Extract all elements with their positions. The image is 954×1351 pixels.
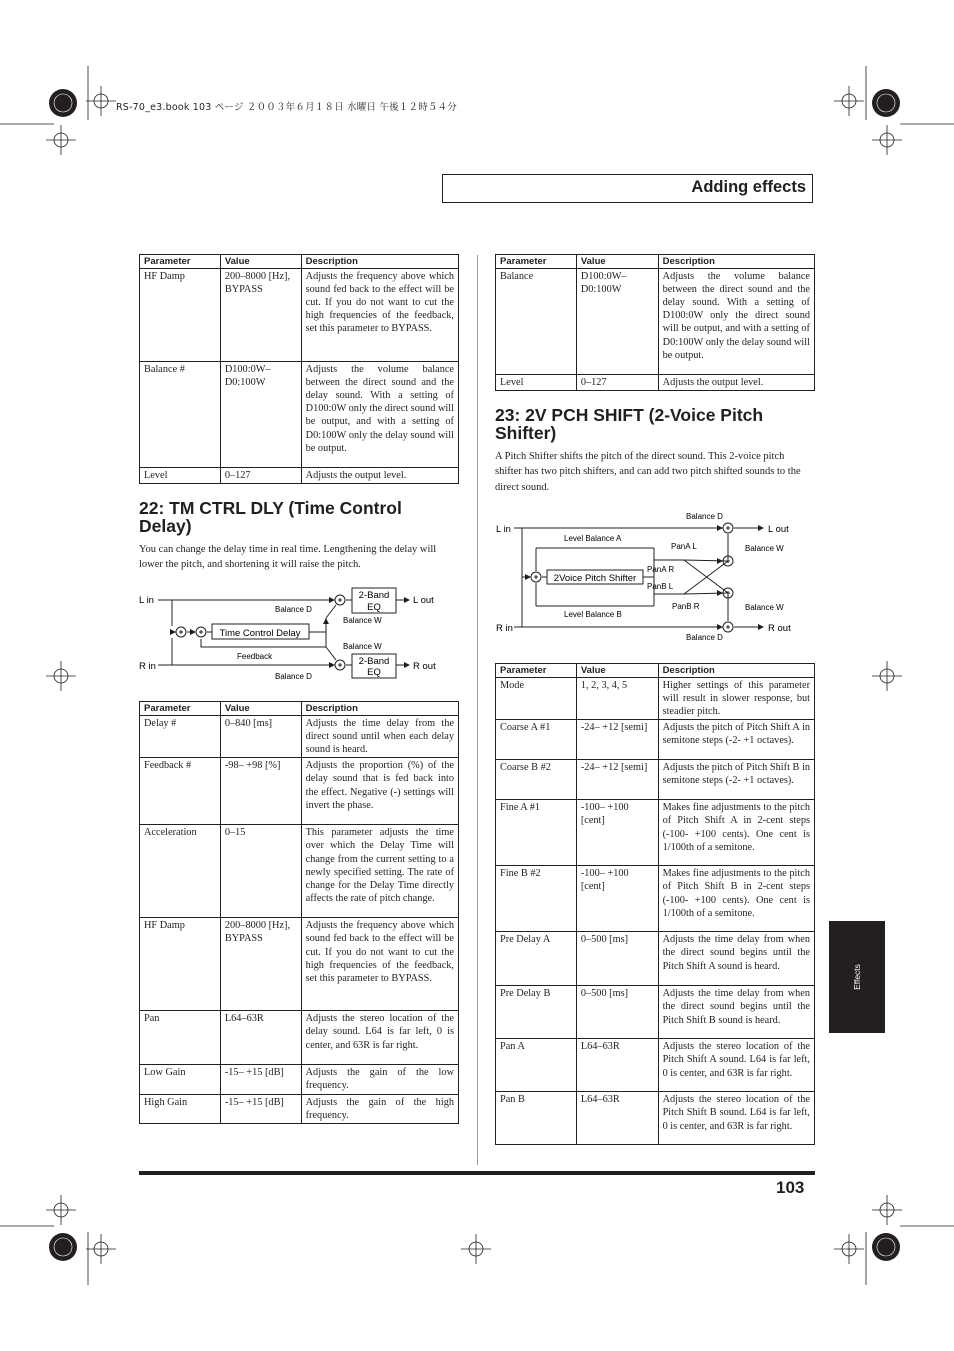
table-top-right: Parameter Value Description Balance D100:0W–D0:100W Adjusts the volume balance between the direct sound and the delay sound. With a setting of D100:0W only the direct sound will be output, and with a setting of D0:100W only the delay sound will be output. Level 0–127 Adjusts the output level. <box>495 254 815 391</box>
diagram23-balance-w-bottom: Balance W <box>745 603 784 612</box>
side-tab-effects <box>829 921 885 1033</box>
page-number: 103 <box>776 1178 805 1197</box>
table-row: Coarse A #1 -24– +12 [semi] Adjusts the pitch of Pitch Shift A in semitone steps (-2- +1 octaves). <box>496 720 815 760</box>
diagram23-r-out: R out <box>768 623 791 634</box>
diagram23-balance-d-top: Balance D <box>686 512 723 521</box>
diagram23-block: 2Voice Pitch Shifter <box>553 573 637 584</box>
col-description: Description <box>301 255 458 269</box>
table-row: Level 0–127 Adjusts the output level. <box>496 375 815 391</box>
table-row: Coarse B #2 -24– +12 [semi] Adjusts the pitch of Pitch Shift B in semitone steps (-2- +1 octaves). <box>496 760 815 800</box>
side-tab-label: Effects <box>852 964 862 990</box>
table-row: Low Gain -15– +15 [dB] Adjusts the gain of the low frequency. <box>140 1065 459 1094</box>
diagram23-pana-l: PanA L <box>671 542 697 551</box>
footer-rule <box>139 1171 815 1175</box>
table-row: Pan L64–63R Adjusts the stereo location of the delay sound. L64 is far left, 0 is center, and 63R is far right. <box>140 1011 459 1065</box>
col-value: Value <box>220 255 301 269</box>
diagram23-r-in: R in <box>496 623 513 634</box>
table-22: Parameter Value Description Delay # 0–840 [ms] Adjusts the time delay from the direct sound until when each delay sound is heard. Feedback # -98– +98 [%] Adjusts the proportion (%) of the delay sound that is fed back into the effect. Negative (-) settings will invert the phase. Acceleration 0–15 This parameter adjusts the time over which the Delay Time will change from the current setting to a newly specified setting. The rate of change for the Delay Time directly affects the rate of pitch change. HF Damp 200–8000 [Hz], BYPASS Adjusts the frequency above which sound fed back to the effect will be cut. If you do not want to cut the high frequencies of the feedback, set this parameter to BYPASS. Pan L64–63R Adjusts the stereo location of the delay sound. L64 is far left, 0 is center, and 63R is far right. Low Gain -15– +15 [dB] Adjusts the gain of the low frequency. High Gain -15– +15 [dB] Adjusts the gain of the high frequency. <box>139 701 459 1124</box>
section-header-box <box>442 174 813 203</box>
table-row: Balance # D100:0W–D0:100W Adjusts the volume balance between the direct sound and the delay sound. With a setting of D100:0W only the direct sound will be output, and with a setting of D0:100W only the delay sound will be output. <box>140 362 459 468</box>
table-row: Feedback # -98– +98 [%] Adjusts the proportion (%) of the delay sound that is fed back into the effect. Negative (-) settings will invert the phase. <box>140 758 459 825</box>
diagram23-panb-l: PanB L <box>647 582 674 591</box>
diagram22-r-in: R in <box>139 661 156 672</box>
diagram23-panb-r: PanB R <box>672 602 700 611</box>
table-row: HF Damp 200–8000 [Hz], BYPASS Adjusts the frequency above which sound fed back to the effect will be cut. If you do not want to cut the high frequencies of the feedback, set this parameter to BYPASS. <box>140 269 459 362</box>
diagram22-eq2-top: 2-Band <box>358 656 390 667</box>
table-row: Delay # 0–840 [ms] Adjusts the time delay from the direct sound until when each delay sound is heard. <box>140 716 459 758</box>
diagram22-r-out: R out <box>413 661 436 672</box>
section-23-title: 23: 2V PCH SHIFT (2-Voice Pitch Shifter) <box>495 405 764 443</box>
table-row: Pre Delay B 0–500 [ms] Adjusts the time delay from when the direct sound begins until the Pitch Shift B sound is heard. <box>496 986 815 1039</box>
diagram22-balance-d-2: Balance D <box>275 672 312 681</box>
section-title: Adding effects <box>691 178 806 196</box>
diagram22-eq1-top: 2-Band <box>358 590 390 601</box>
section-22-title: 22: TM CTRL DLY (Time Control Delay) <box>139 498 402 536</box>
diagram22-eq2-bottom: EQ <box>367 667 381 678</box>
diagram22-l-out: L out <box>413 595 434 606</box>
table-row: Pre Delay A 0–500 [ms] Adjusts the time delay from when the direct sound begins until the Pitch Shift A sound is heard. <box>496 932 815 986</box>
diagram22-l-in: L in <box>139 595 154 606</box>
table-row: Fine B #2 -100– +100 [cent] Makes fine adjustments to the pitch of Pitch Shift B in 2-cent steps (-100- +100 cents). One cent is 1/100th of a semitone. <box>496 866 815 932</box>
diagram23-balance-w-top: Balance W <box>745 544 784 553</box>
diagram23-balance-d-bottom: Balance D <box>686 633 723 642</box>
table-row: HF Damp 200–8000 [Hz], BYPASS Adjusts the frequency above which sound fed back to the effect will be cut. If you do not want to cut the high frequencies of the feedback, set this parameter to BYPASS. <box>140 918 459 1011</box>
diagram22-balance-w-1: Balance W <box>343 616 382 625</box>
table-row: High Gain -15– +15 [dB] Adjusts the gain of the high frequency. <box>140 1094 459 1123</box>
table-row: Fine A #1 -100– +100 [cent] Makes fine adjustments to the pitch of Pitch Shift A in 2-cent steps (-100- +100 cents). One cent is 1/100th of a semitone. <box>496 800 815 866</box>
diagram-time-control-delay <box>134 585 464 685</box>
diagram23-pana-r: PanA R <box>647 565 675 574</box>
diagram22-eq1-bottom: EQ <box>367 602 381 613</box>
table-row: Pan B L64–63R Adjusts the stereo location of the Pitch Shift B sound. L64 is far left, 0 is center, and 63R is far right. <box>496 1092 815 1145</box>
diagram22-feedback: Feedback <box>237 652 273 661</box>
diagram22-balance-w-2: Balance W <box>343 642 382 651</box>
table-row: Pan A L64–63R Adjusts the stereo location of the Pitch Shift A sound. L64 is far left, 0 is center, and 63R is far right. <box>496 1039 815 1092</box>
table-row: Mode 1, 2, 3, 4, 5 Higher settings of this parameter will result in slower response, but steadier pitch. <box>496 678 815 720</box>
diagram23-level-balance-b: Level Balance B <box>564 610 622 619</box>
col-parameter: Parameter <box>140 255 221 269</box>
table-23: Parameter Value Description Mode 1, 2, 3, 4, 5 Higher settings of this parameter will result in slower response, but steadier pitch. Coarse A #1 -24– +12 [semi] Adjusts the pitch of Pitch Shift A in semitone steps (-2- +1 octaves). Coarse B #2 -24– +12 [semi] Adjusts the pitch of Pitch Shift B in semitone steps (-2- +1 octaves). Fine A #1 -100– +100 [cent] Makes fine adjustments to the pitch of Pitch Shift A in 2-cent steps (-100- +100 cents). One cent is 1/100th of a semitone. Fine B #2 -100– +100 [cent] Makes fine adjustments to the pitch of Pitch Shift B in 2-cent steps (-100- +100 cents). One cent is 1/100th of a semitone. Pre Delay A 0–500 [ms] Adjusts the time delay from when the direct sound begins until the Pitch Shift A sound is heard. Pre Delay B 0–500 [ms] Adjusts the time delay from when the direct sound begins until the Pitch Shift B sound is heard. Pan A L64–63R Adjusts the stereo location of the Pitch Shift A sound. L64 is far left, 0 is center, and 63R is far right. Pan B L64–63R Adjusts the stereo location of the Pitch Shift B sound. L64 is far left, 0 is center, and 63R is far right. <box>495 663 815 1145</box>
file-info: RS-70_e3.book 103 ページ ２００３年６月１８日 水曜日 午後１２時５４分 <box>116 102 458 113</box>
diagram-2voice-pitch-shifter <box>494 508 814 643</box>
section-22-intro: You can change the delay time in real time. Lengthening the delay will lower the pitch, and shortening it will raise the pitch. <box>139 544 437 571</box>
diagram23-l-out: L out <box>768 524 789 535</box>
table-row: Acceleration 0–15 This parameter adjusts the time over which the Delay Time will change from the current setting to a newly specified setting. The rate of change for the Delay Time directly affects the rate of pitch change. <box>140 825 459 918</box>
table-row: Balance D100:0W–D0:100W Adjusts the volume balance between the direct sound and the delay sound. With a setting of D100:0W only the direct sound will be output, and with a setting of D0:100W only the delay sound will be output. <box>496 269 815 375</box>
diagram23-l-in: L in <box>496 524 511 535</box>
section-23-intro: A Pitch Shifter shifts the pitch of the direct sound. This 2-voice pitch shifter has two pitch shifters, and can add two pitch shifted sounds to the direct sound. <box>495 451 801 493</box>
table-row: Level 0–127 Adjusts the output level. <box>140 468 459 484</box>
column-divider <box>477 255 478 1165</box>
diagram23-level-balance-a: Level Balance A <box>564 534 622 543</box>
table-top-left <box>139 254 459 484</box>
diagram22-block: Time Control Delay <box>219 628 301 639</box>
diagram22-balance-d-1: Balance D <box>275 605 312 614</box>
